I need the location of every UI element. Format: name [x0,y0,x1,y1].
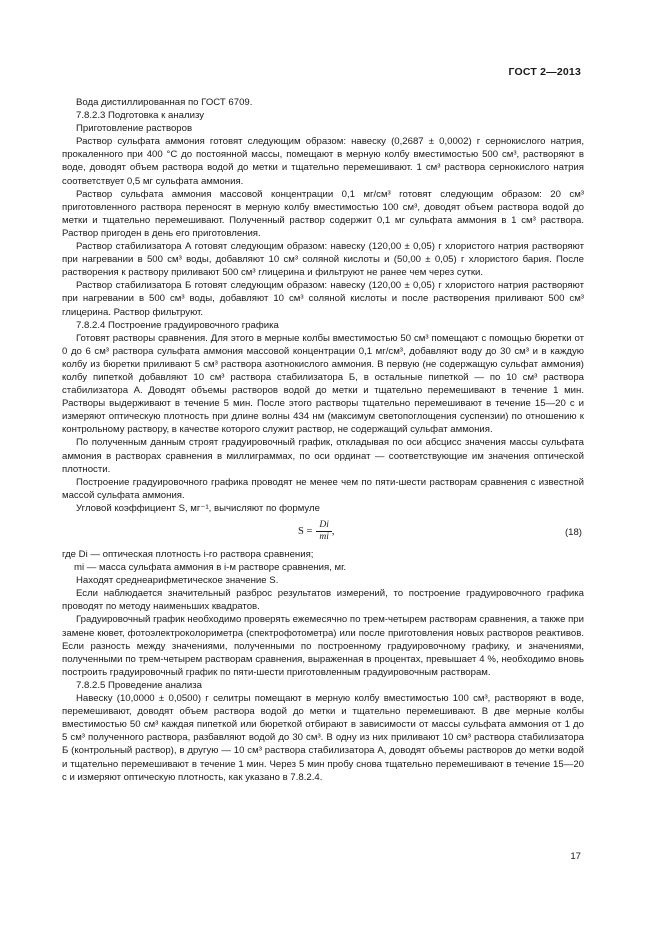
formula-numerator: Di [316,520,332,532]
document-header: ГОСТ 2—2013 [508,66,581,78]
section-heading: 7.8.2.3 Подготовка к анализу [76,110,205,122]
formula-lhs: S = [298,525,313,537]
document-body [62,96,584,784]
paragraph: Градуировочный график необходимо проверять ежемесячно по трем-четырем растворам сравнения, а также при замене кювет, фотоэлектроколориметра (спектрофотометра) или после приготовления новых растворов реактивов. Если разность между значениями, полученными по построенному градуировочному графику, и значениями, полученными по трем-четырем растворам сравнения, выраженная в процентах, превышает 4 %, необходимо вновь построить градуировочный график по пяти-шести приготовленным градуировочным растворам. [62,614,584,678]
where-line: mi — масса сульфата аммония в i-м растворе сравнения, мг. [74,562,347,574]
paragraph: Навеску (10,0000 ± 0,0500) г селитры помещают в мерную колбу вместимостью 100 см³, растворяют в воде, перемешивают, доводят объем раствора водой до метки и тщательно перемешивают. В две мерные колбы вместимостью 50 см³ каждая пипеткой или бюреткой отбирают в зависимости от массы сульфата аммония от 1 до 5 см³ полученного раствора, разбавляют водой до 30 см³. В одну из них приливают 10 см³ раствора стабилизатора Б (контрольный раствор), в другую — 10 см³ раствора стабилизатора А, доводят объемы растворов до метки водой и тщательно перемешивают в течение 1 мин. Через 5 мин пробу снова тщательно перемешивают в течение 15—20 с и измеряют оптическую плотность, как указано в 7.8.2.4. [62,693,584,783]
formula-denominator: mi [319,532,329,542]
paragraph: Раствор стабилизатора Б готовят следующим образом: навеску (120,00 ± 0,05) г хлористого натрия растворяют при нагревании в 500 см³ воды, добавляют 10 см³ соляной кислоты и после растворения приливают 500 см³ глицерина. Раствор фильтруют. [62,280,584,318]
formula-expression [298,520,335,543]
paragraph: Раствор сульфата аммония массовой концентрации 0,1 мг/см³ готовят следующим образом: 20 см³ приготовленного раствора переносят в мерную колбу вместимостью 100 см³, доводят объем раствора водой до метки и тщательно перемешивают. Полученный раствор содержит 0,1 мг сульфата аммония в 1 см³ раствора. Раствор пригоден в день его приготовления. [62,188,584,239]
section-heading: 7.8.2.5 Проведение анализа [76,679,202,691]
paragraph: Раствор стабилизатора А готовят следующим образом: навеску (120,00 ± 0,05) г хлористого натрия растворяют при нагревании в 500 см³ воды, добавляют 10 см³ соляной кислоты и (50,00 ± 0,05) г хлористого бария. После растворения к раствору приливают 500 см³ глицерина и фильтруют не ранее чем через сутки. [62,241,584,279]
formula-number: (18) [564,527,582,538]
subsection-heading: Приготовление растворов [76,123,193,135]
where-line: где Di — оптическая плотность i-го раствора сравнения; [62,549,314,560]
paragraph: Готовят растворы сравнения. Для этого в мерные колбы вместимостью 50 см³ помещают с помощью бюретки от 0 до 6 см³ раствора сульфата аммония массовой концентрации 0,1 мг/см³, добавляют воду до 30 см³ и в каждую колбу из бюретки приливают 5 см³ раствора азотнокислого аммония. В первую (не содержащую сульфат аммония) колбу пипеткой добавляют 10 см³ раствора стабилизатора Б, в остальные пипеткой — по 10 см³ раствора стабилизатора А. Доводят объемы растворов водой до метки и тщательно перемешивают в течение 1 мин. Растворы выдерживают в течение 5 мин. После этого растворы тщательно перемешивают в течение 15—20 с и измеряют оптическую плотность при длине волны 434 нм (максимум светопоглощения суспензии) по отношению к контрольному раствору, в качестве которого служит раствор, не содержащий сульфат аммония. [62,332,584,436]
formula-tail: , [331,525,335,537]
paragraph: По полученным данным строят градуировочный график, откладывая по оси абсцисс значения массы сульфата аммония в растворах сравнения в миллиграммах, по оси ординат — соответствующие им значения оптической плотности. [62,437,584,475]
paragraph: Вода дистиллированная по ГОСТ 6709. [76,97,253,108]
formula-fraction [316,520,332,543]
paragraph: Раствор сульфата аммония готовят следующим образом: навеску (0,2687 ± 0,0002) г сернокислого натрия, прокаленного при 400 °С до постоянной массы, помещают в мерную колбу вместимостью 500 см³, растворяют в воде, доводят объем раствора водой до метки и тщательно перемешивают. 1 см³ раствора сернокислого натрия соответствует 0,5 мг сульфата аммония. [62,136,584,187]
formula-18 [62,518,584,546]
paragraph: Находят среднеарифметическое значение S. [76,575,279,587]
paragraph: Построение градуировочного графика проводят не менее чем по пяти-шести растворам сравнения с известной массой сульфата аммония. [62,476,584,501]
section-heading: 7.8.2.4 Построение градуировочного графика [76,319,279,331]
paragraph: Угловой коэффициент S, мг⁻¹, вычисляют по формуле [76,502,320,514]
paragraph: Если наблюдается значительный разброс результатов измерений, то построение градуировочного графика проводят по методу наименьших квадратов. [62,588,584,613]
page-number: 17 [570,851,581,862]
